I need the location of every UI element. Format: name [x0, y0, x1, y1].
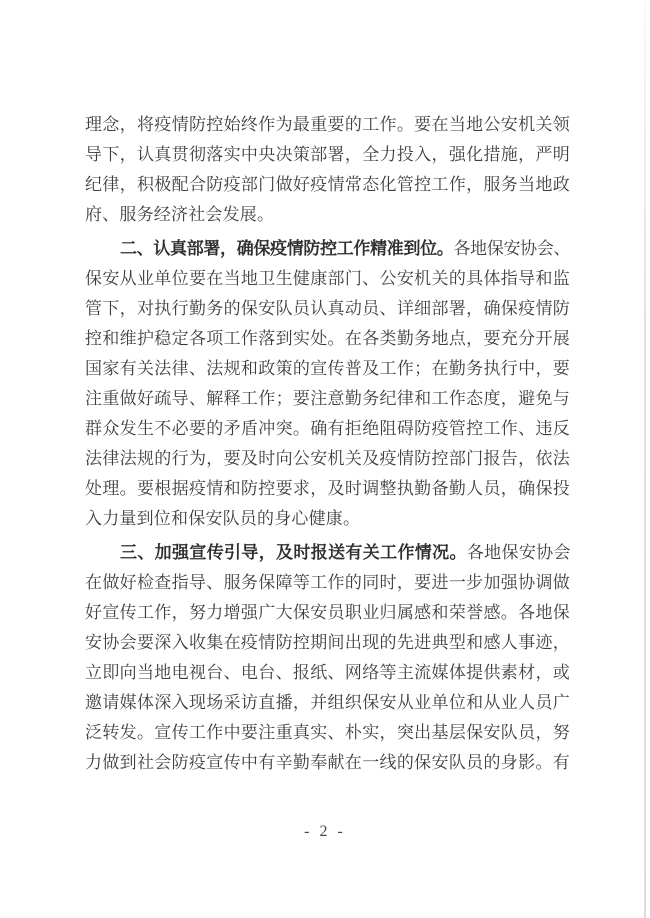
section-heading-line — [85, 538, 570, 568]
body-line — [85, 748, 570, 778]
body-line — [85, 628, 570, 658]
footer-page-number: - 2 - — [304, 823, 346, 840]
body-line-text: 力做到社会防疫宣传中有辛勤奉献在一线的保安队员的身影。有 — [85, 753, 570, 772]
document-body — [85, 110, 570, 778]
body-line — [85, 444, 570, 474]
body-line — [85, 324, 570, 354]
body-line-text: 泛转发。宣传工作中要注重真实、朴实，突出基层保安队员，努 — [85, 723, 570, 742]
body-line-text: 理念，将疫情防控始终作为最重要的工作。要在当地公安机关领 — [85, 115, 570, 134]
body-line-text: 入力量到位和保安队员的身心健康。 — [85, 509, 361, 528]
body-line — [85, 718, 570, 748]
body-line-text: 管下，对执行勤务的保安队员认真动员、详细部署，确保疫情防 — [85, 299, 570, 318]
body-line — [85, 688, 570, 718]
body-line-text: 邀请媒体深入现场采访直播，并组织保安从业单位和从业人员广 — [85, 693, 570, 712]
body-line-text: 纪律，积极配合防疫部门做好疫情常态化管控工作，服务当地政 — [85, 175, 570, 194]
body-line — [85, 568, 570, 598]
body-line-text: 好宣传工作，努力增强广大保安员职业归属感和荣誉感。各地保 — [85, 603, 570, 622]
body-line — [85, 170, 570, 200]
body-line — [85, 294, 570, 324]
section-heading-text: 二、认真部署，确保疫情防控工作精准到位。 — [120, 239, 454, 258]
body-line-text: 保安从业单位要在当地卫生健康部门、公安机关的具体指导和监 — [85, 269, 570, 288]
body-line — [85, 354, 570, 384]
section-heading-text: 三、加强宣传引导，及时报送有关工作情况。 — [120, 543, 467, 562]
body-line-text: 处理。要根据疫情和防控要求，及时调整执勤备勤人员，确保投 — [85, 479, 570, 498]
body-line — [85, 200, 570, 230]
body-line-text: 各地保安协会、 — [453, 239, 571, 258]
body-line — [85, 474, 570, 504]
body-line — [85, 264, 570, 294]
body-line-text: 国家有关法律、法规和政策的宣传普及工作；在勤务执行中，要 — [85, 359, 570, 378]
body-line — [85, 598, 570, 628]
body-line — [85, 414, 570, 444]
scan-edge-line — [644, 0, 646, 918]
body-line-text: 导下，认真贯彻落实中央决策部署，全力投入，强化措施，严明 — [85, 145, 570, 164]
body-line-text: 立即向当地电视台、电台、报纸、网络等主流媒体提供素材，或 — [85, 663, 570, 682]
body-line-text: 各地保安协会 — [466, 543, 571, 562]
body-line — [85, 140, 570, 170]
section-heading-line — [85, 234, 570, 264]
body-line — [85, 658, 570, 688]
body-line-text: 群众发生不必要的矛盾冲突。确有拒绝阻碍防疫管控工作、违反 — [85, 419, 570, 438]
body-line-text: 府、服务经济社会发展。 — [85, 205, 275, 224]
body-line-text: 法律法规的行为，要及时向公安机关及疫情防控部门报告，依法 — [85, 449, 570, 468]
body-line-text: 安协会要深入收集在疫情防控期间出现的先进典型和感人事迹， — [85, 633, 570, 652]
body-line-text: 控和维护稳定各项工作落到实处。在各类勤务地点，要充分开展 — [85, 329, 570, 348]
body-line-text: 注重做好疏导、解释工作；要注意勤务纪律和工作态度，避免与 — [85, 389, 570, 408]
body-line-text: 在做好检查指导、服务保障等工作的同时，要进一步加强协调做 — [85, 573, 570, 592]
body-line — [85, 110, 570, 140]
body-line — [85, 384, 570, 414]
body-line — [85, 504, 570, 534]
